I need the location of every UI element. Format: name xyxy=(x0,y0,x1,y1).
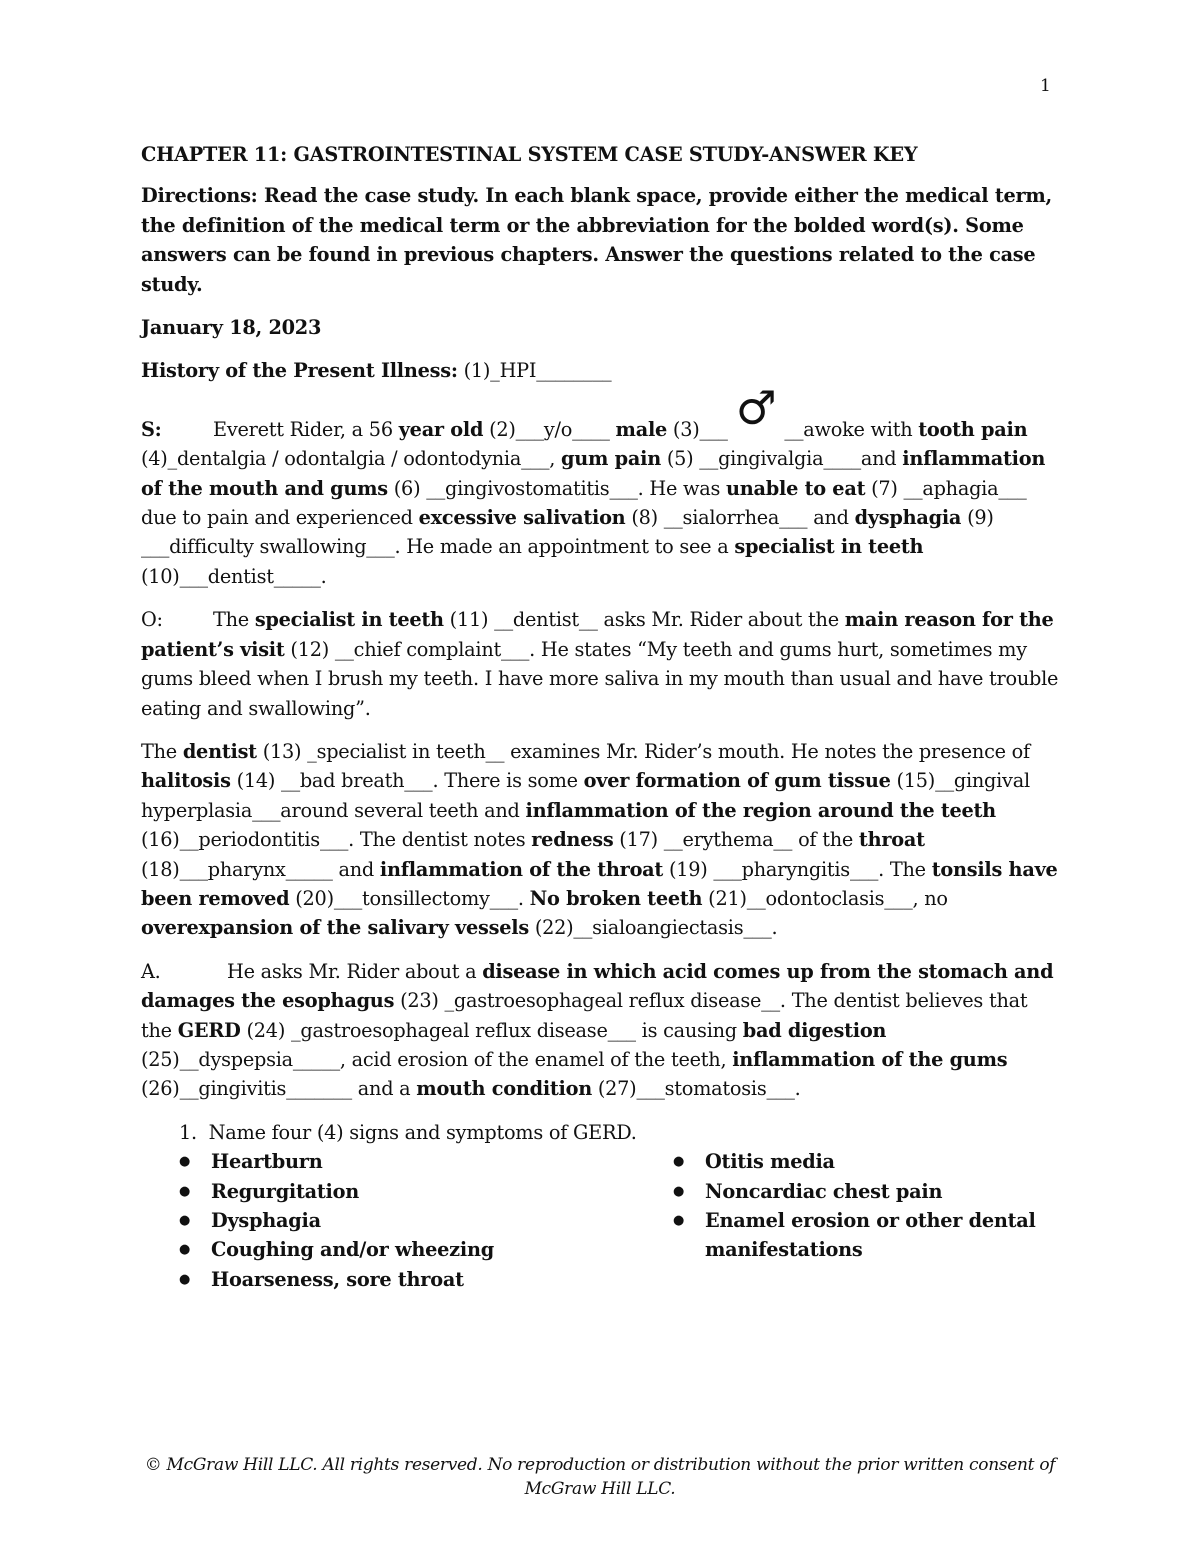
answer-item: ● Otitis media xyxy=(673,1147,1043,1176)
bold-term: specialist in teeth xyxy=(254,608,444,632)
text-run: (4)_dentalgia / odontalgia / odontodynia___, xyxy=(141,447,562,471)
text-run: (18)___pharynx_____ and xyxy=(141,857,380,881)
text-run: (6) __gingivostomatitis___. He was xyxy=(387,476,727,500)
answer-column-left xyxy=(179,1147,673,1294)
text-run: (21)__odontoclasis___, no xyxy=(702,886,948,910)
bold-term: inflammation of the gums xyxy=(732,1047,1008,1071)
bold-term: tonsils have been removed xyxy=(141,857,1058,910)
answer-bullets xyxy=(179,1147,1061,1294)
bold-term: mouth condition xyxy=(416,1077,592,1101)
text-run: (13) _specialist in teeth__ examines Mr. Rider’s mouth. He notes the presence of xyxy=(256,739,1030,763)
text-run: (24) _gastroesophageal reflux disease___ is causing xyxy=(240,1018,743,1042)
bold-term: tooth pain xyxy=(918,417,1028,441)
bold-term: disease in which acid comes up from the stomach and damages the esophagus xyxy=(141,959,1054,1013)
answer-column-right xyxy=(673,1147,1043,1294)
bold-term: bad digestion xyxy=(742,1018,887,1042)
answer-item: ● Heartburn xyxy=(179,1147,673,1176)
answer-item: ● Hoarseness, sore throat xyxy=(179,1265,673,1294)
hpi-answer: (1)_HPI________ xyxy=(457,359,612,383)
bold-term: halitosis xyxy=(141,769,231,793)
subjective-paragraph xyxy=(141,380,1061,591)
text-run: The xyxy=(141,739,183,763)
case-date: January 18, 2023 xyxy=(141,316,322,340)
text-run: (9) ___difficulty swallowing___. He made an appointment to see a xyxy=(141,506,994,559)
text-run: Everett Rider, a 56 xyxy=(213,417,399,441)
question-text: Name four (4) signs and symptoms of GERD. xyxy=(208,1120,637,1144)
question-number: 1. xyxy=(179,1120,197,1144)
bold-term: inflammation of the throat xyxy=(379,857,664,881)
question-1 xyxy=(179,1118,1061,1147)
bold-term: specialist in teeth xyxy=(734,535,924,559)
text-run: (8) __sialorrhea___ and xyxy=(625,506,855,530)
subjective-label: S: xyxy=(141,417,162,441)
document-body xyxy=(141,140,1061,1294)
text-run: (20)___tonsillectomy___. xyxy=(289,886,530,910)
objective-paragraph xyxy=(141,605,1061,723)
bold-term: dysphagia xyxy=(854,506,962,530)
bold-term: dentist xyxy=(182,739,257,763)
text-run: (3)___ xyxy=(667,417,734,441)
text-run: (19) ___pharyngitis___. The xyxy=(663,857,932,881)
text-run: The xyxy=(213,608,255,632)
text-run: __awoke with xyxy=(778,417,919,441)
footer-line-1: © McGraw Hill LLC. All rights reserved. No reproduction or distribution without the prior written consent of xyxy=(144,1455,1056,1475)
text-run: (17) __erythema__ of the xyxy=(613,828,859,852)
bold-term: throat xyxy=(858,828,925,852)
bold-term: overexpansion of the salivary vessels xyxy=(141,916,529,940)
text-run: (12) __chief complaint___. He states “My teeth and gums hurt, sometimes my gums bleed when I brush my teeth. I have more saliva in my mouth than usual and have trouble eating and swallowing”. xyxy=(141,637,1059,720)
bold-term: redness xyxy=(531,828,614,852)
bold-term: main reason for the patient’s visit xyxy=(141,608,1054,661)
answer-item: ● Enamel erosion or other dental manifestations xyxy=(673,1206,1043,1265)
text-run: (25)__dyspepsia_____, acid erosion of the enamel of the teeth, xyxy=(141,1047,733,1071)
male-symbol-icon: ♂ xyxy=(735,380,777,435)
text-run: (14) __bad breath___. There is some xyxy=(230,769,584,793)
exam-paragraph xyxy=(141,737,1061,943)
answer-item: ● Dysphagia xyxy=(179,1206,673,1235)
document-title: CHAPTER 11: GASTROINTESTINAL SYSTEM CASE STUDY-ANSWER KEY xyxy=(141,143,918,166)
assessment-label: A. xyxy=(141,959,161,983)
hpi-line xyxy=(141,356,1061,385)
answer-item: ● Noncardiac chest pain xyxy=(673,1177,1043,1206)
page-number: 1 xyxy=(1040,76,1051,96)
directions: Directions: Read the case study. In each blank space, provide either the medical term, the definition of the medical term or the abbreviation for the bolded word(s). Some answers can be found in previous chapters. Answer the questions related to the case study. xyxy=(141,184,1053,296)
footer-line-2: McGraw Hill LLC. xyxy=(524,1479,676,1499)
text-run: (5) __gingivalgia____and xyxy=(660,447,903,471)
bold-term: GERD xyxy=(177,1018,241,1042)
assessment-paragraph xyxy=(141,957,1061,1104)
copyright-footer xyxy=(100,1453,1100,1501)
text-run: (16)__periodontitis___. The dentist notes xyxy=(141,828,532,852)
answer-item: ● Coughing and/or wheezing xyxy=(179,1235,673,1264)
bold-term: inflammation of the region around the teeth xyxy=(525,798,996,822)
text-run: (26)__gingivitis_______ and a xyxy=(141,1077,417,1101)
answer-item: ● Regurgitation xyxy=(179,1177,673,1206)
text-run: He asks Mr. Rider about a xyxy=(227,959,483,983)
text-run: (10)___dentist_____. xyxy=(141,564,327,588)
text-run: (22)__sialoangiectasis___. xyxy=(528,916,778,940)
bold-term: gum pain xyxy=(561,447,661,471)
bold-term: year old xyxy=(398,417,484,441)
bold-term: unable to eat xyxy=(726,476,866,500)
objective-label: O: xyxy=(141,608,163,632)
hpi-label: History of the Present Illness: xyxy=(141,359,458,383)
text-run: (27)___stomatosis___. xyxy=(592,1077,801,1101)
bold-term: excessive salivation xyxy=(418,506,626,530)
text-run: (11) __dentist__ asks Mr. Rider about the xyxy=(443,608,845,632)
bold-term: over formation of gum tissue xyxy=(583,769,891,793)
text-run: (15)__gingival hyperplasia___around several teeth and xyxy=(141,769,1030,822)
bold-term: No broken teeth xyxy=(529,886,703,910)
text-run: (23) _gastroesophageal reflux disease__. The dentist believes that the xyxy=(141,989,1028,1042)
bold-term: male xyxy=(615,417,668,441)
text-run: (2)___y/o____ xyxy=(483,417,616,441)
bold-term: inflammation of the mouth and gums xyxy=(141,447,1046,500)
text-run: (7) __aphagia___ due to pain and experienced xyxy=(141,476,1027,530)
